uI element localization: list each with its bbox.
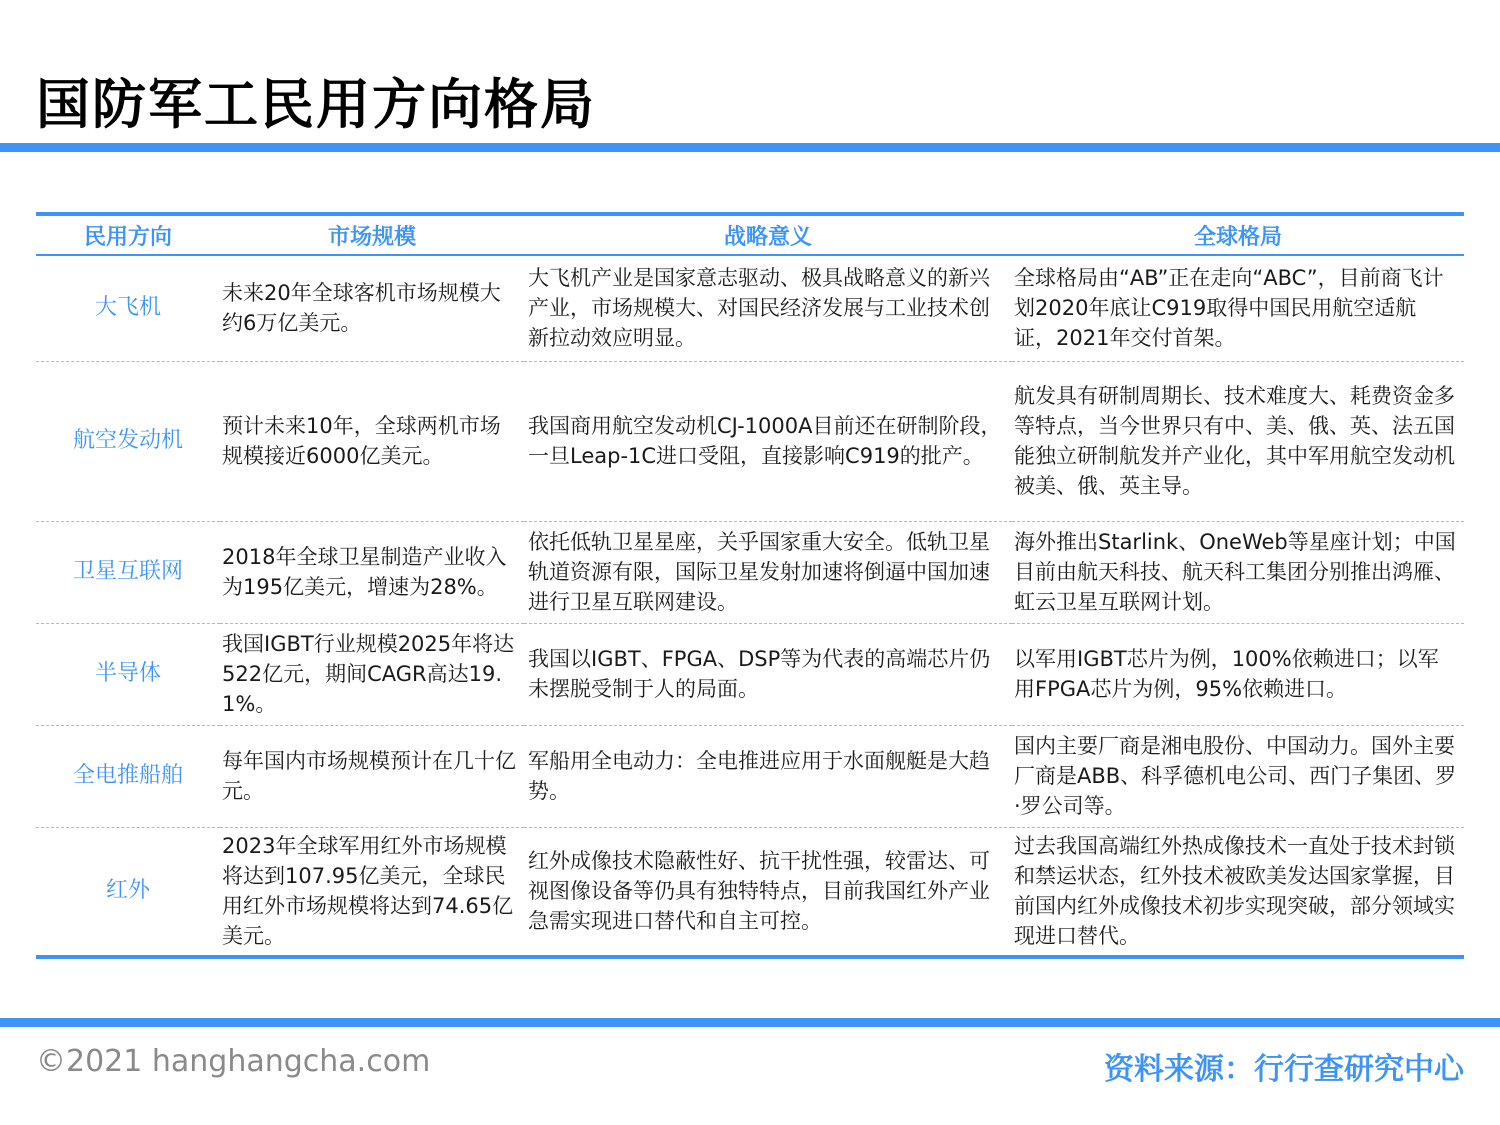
row-strategy: 我国以IGBT、FPGA、DSP等为代表的高端芯片仍未摆脱受制于人的局面。 xyxy=(524,623,1012,725)
header-strategy: 战略意义 xyxy=(524,214,1012,255)
row-global: 过去我国高端红外热成像技术一直处于技术封锁和禁运状态，红外技术被欧美发达国家掌握，目前国内红外成像技术初步实现突破，部分领域实现进口替代。 xyxy=(1012,827,1464,957)
row-market: 2018年全球卫星制造产业收入为195亿美元，增速为28%。 xyxy=(220,521,524,623)
row-market: 我国IGBT行业规模2025年将达522亿元，期间CAGR高达19.1%。 xyxy=(220,623,524,725)
header-market: 市场规模 xyxy=(220,214,524,255)
row-market: 2023年全球军用红外市场规模将达到107.95亿美元，全球民用红外市场规模将达到74.65亿美元。 xyxy=(220,827,524,957)
header-global: 全球格局 xyxy=(1012,214,1464,255)
row-global: 航发具有研制周期长、技术难度大、耗费资金多等特点，当今世界只有中、美、俄、英、法五国能独立研制航发并产业化，其中军用航空发动机被美、俄、英主导。 xyxy=(1012,361,1464,521)
direction-table xyxy=(36,212,1464,959)
row-direction: 半导体 xyxy=(36,623,220,725)
table-row xyxy=(36,623,1464,725)
title-underline-bar xyxy=(0,143,1500,152)
row-global: 国内主要厂商是湘电股份、中国动力。国外主要厂商是ABB、科孚德机电公司、西门子集团、罗·罗公司等。 xyxy=(1012,725,1464,827)
row-global: 以军用IGBT芯片为例，100%依赖进口；以军用FPGA芯片为例，95%依赖进口。 xyxy=(1012,623,1464,725)
row-strategy: 大飞机产业是国家意志驱动、极具战略意义的新兴产业，市场规模大、对国民经济发展与工业技术创新拉动效应明显。 xyxy=(528,266,990,351)
row-strategy: 军船用全电动力：全电推进应用于水面舰艇是大趋势。 xyxy=(524,725,1012,827)
row-strategy: 我国商用航空发动机CJ-1000A目前还在研制阶段，一旦Leap-1C进口受阻，直接影响C919的批产。 xyxy=(524,361,1012,521)
table-header-row xyxy=(36,214,1464,255)
table-row xyxy=(36,827,1464,957)
row-global: 全球格局由“AB”正在走向“ABC”，目前商飞计划2020年底让C919取得中国民用航空适航证，2021年交付首架。 xyxy=(1014,266,1444,351)
row-market: 每年国内市场规模预计在几十亿元。 xyxy=(220,725,524,827)
copyright-text: ©2021 hanghangcha.com xyxy=(36,1044,431,1079)
table-row xyxy=(36,521,1464,623)
page-title: 国防军工民用方向格局 xyxy=(36,73,596,136)
header-direction: 民用方向 xyxy=(36,214,220,255)
row-direction: 红外 xyxy=(36,827,220,957)
row-direction: 全电推船舶 xyxy=(36,725,220,827)
row-direction: 大飞机 xyxy=(94,295,161,321)
row-strategy: 依托低轨卫星星座，关乎国家重大安全。低轨卫星轨道资源有限，国际卫星发射加速将倒逼中国加速进行卫星互联网建设。 xyxy=(524,521,1012,623)
row-market: 未来20年全球客机市场规模大约6万亿美元。 xyxy=(222,281,501,336)
row-direction: 卫星互联网 xyxy=(36,521,220,623)
table-row xyxy=(36,361,1464,521)
table-row xyxy=(36,255,1464,361)
table-row xyxy=(36,725,1464,827)
source-label: 资料来源：行行查研究中心 xyxy=(1104,1052,1464,1087)
row-global: 海外推出Starlink、OneWeb等星座计划；中国目前由航天科技、航天科工集团分别推出鸿雁、虹云卫星互联网计划。 xyxy=(1012,521,1464,623)
row-strategy: 红外成像技术隐蔽性好、抗干扰性强，较雷达、可视图像设备等仍具有独特特点，目前我国红外产业急需实现进口替代和自主可控。 xyxy=(524,827,1012,957)
row-direction: 航空发动机 xyxy=(36,361,220,521)
footer-bar xyxy=(0,1018,1500,1027)
row-market: 预计未来10年，全球两机市场规模接近6000亿美元。 xyxy=(220,361,524,521)
